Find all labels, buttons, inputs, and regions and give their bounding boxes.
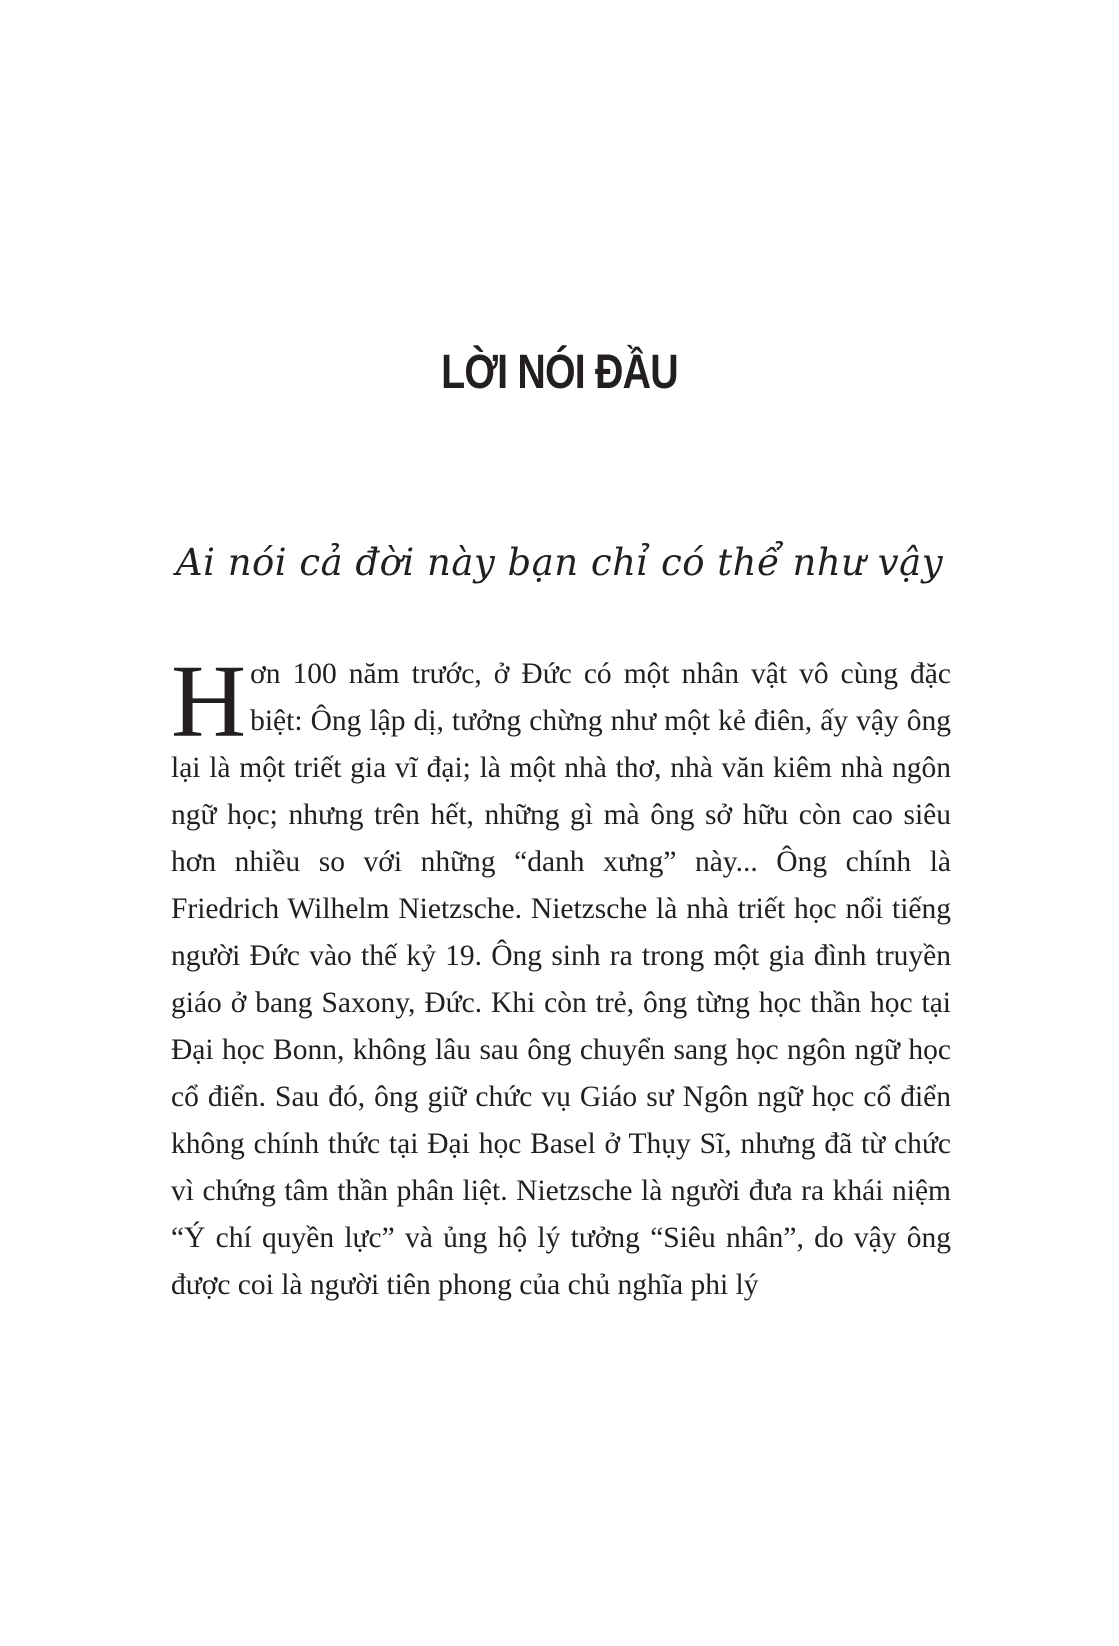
body-paragraph [171,644,951,1309]
paragraph-text: ơn 100 năm trước, ở Đức có một nhân vật vô cùng đặc biệt: Ông lập dị, tưởng chừng như một kẻ điên, ấy vậy ông lại là một triết gia vĩ đại; là một nhà thơ, nhà văn kiêm nhà ngôn ngữ học; nhưng trên hết, những gì mà ông sở hữu còn cao siêu hơn nhiều so với những “danh xưng” này... Ông chính là Friedrich Wilhelm Nietzsche. Nietzsche là nhà triết học nổi tiếng người Đức vào thế kỷ 19. Ông sinh ra trong một gia đình truyền giáo ở bang Saxony, Đức. Khi còn trẻ, ông từng học thần học tại Đại học Bonn, không lâu sau ông chuyển sang học ngôn ngữ học cổ điển. Sau đó, ông giữ chức vụ Giáo sư Ngôn ngữ học cổ điển không chính thức tại Đại học Basel ở Thụy Sĩ, nhưng đã từ chức vì chứng tâm thần phân liệt. Nietzsche là người đưa ra khái niệm “Ý chí quyền lực” và ủng hộ lý tưởng “Siêu nhân”, do vậy ông được coi là người tiên phong của chủ nghĩa phi lý [171,658,951,1301]
chapter-subtitle: Ai nói cả đời này bạn chỉ có thể như vậy [175,541,944,584]
chapter-title: LỜI NÓI ĐẦU [441,346,678,399]
drop-cap: H [171,644,247,759]
